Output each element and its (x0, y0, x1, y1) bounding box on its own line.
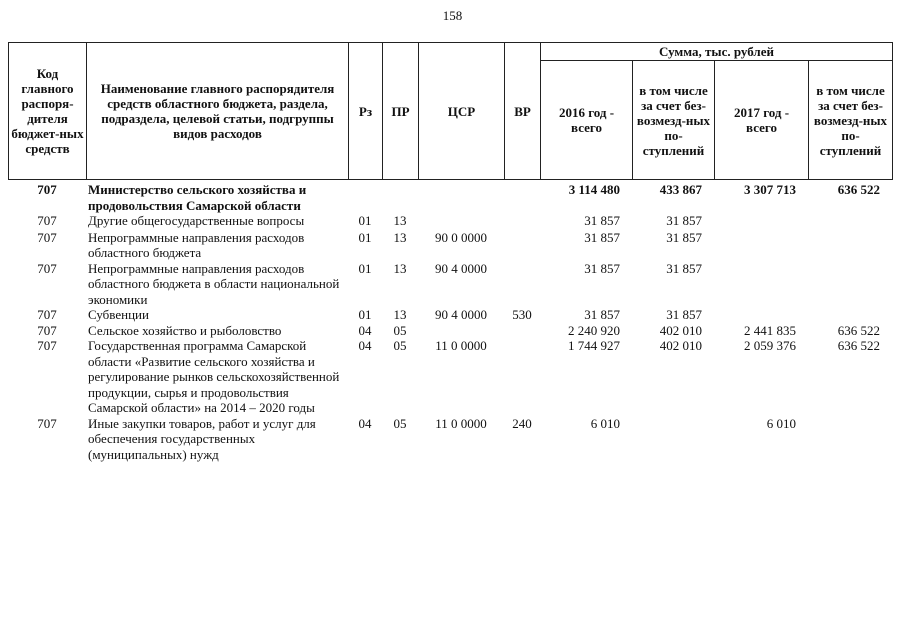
cell-vr (504, 230, 540, 261)
cell-rz: 04 (358, 322, 372, 338)
cell-s2017: 3 307 713 (744, 182, 796, 197)
cell-f2017 (808, 416, 892, 469)
cell-pr: 13 (393, 213, 407, 228)
cell-s2016: 3 114 480 (568, 182, 620, 197)
table-row (8, 230, 892, 261)
header-2016-total: 2016 год - всего (541, 61, 633, 180)
cell-f2016: 402 010 (659, 322, 702, 338)
table-row (8, 213, 892, 230)
table-row (8, 323, 892, 339)
cell-pr: 13 (393, 307, 407, 322)
header-code: Код главного распоря-дителя бюджет-ных средств (9, 43, 87, 180)
cell-s2016: 1 744 927 (568, 338, 620, 353)
cell-vr (504, 338, 540, 416)
cell-s2017 (714, 307, 808, 323)
cell-pr: 05 (393, 322, 407, 338)
cell-code: 707 (37, 182, 57, 197)
cell-vr (504, 213, 540, 230)
cell-name: Государственная программа Самарской области «Развитие сельского хозяйства и регулирование рынков сельскохозяйственной продукции, сырья и продовольствия Самарской области» на 2014 – 2020 годы (88, 338, 340, 415)
cell-csr (418, 213, 504, 230)
cell-f2016: 31 857 (666, 213, 702, 228)
cell-f2017: 636 522 (837, 182, 880, 197)
cell-name: Непрограммные направления расходов областного бюджета (88, 229, 305, 260)
header-2017-free: в том числе за счет без-возмезд-ных по-ступлений (809, 61, 893, 180)
cell-rz (348, 182, 382, 213)
header-name: Наименование главного распорядителя средств областного бюджета, раздела, подраздела, целевой статьи, подгруппы видов расходов (87, 43, 349, 180)
cell-vr: 530 (512, 307, 532, 322)
cell-s2016: 31 857 (584, 213, 620, 228)
cell-f2017 (808, 261, 892, 308)
budget-table-body (8, 182, 892, 468)
cell-csr: 90 0 0000 (435, 229, 487, 245)
cell-name: Субвенции (88, 307, 149, 322)
cell-s2016: 2 240 920 (568, 322, 620, 338)
cell-f2017 (808, 307, 892, 323)
cell-rz: 01 (358, 213, 372, 228)
cell-csr (418, 182, 504, 213)
cell-code: 707 (37, 338, 57, 353)
cell-name: Министерство сельского хозяйства и продовольствия Самарской области (88, 182, 307, 213)
cell-name: Другие общегосударственные вопросы (88, 213, 305, 228)
cell-s2017: 2 059 376 (744, 338, 796, 353)
cell-code: 707 (37, 260, 57, 276)
cell-f2017 (808, 230, 892, 261)
cell-rz: 04 (358, 338, 372, 353)
cell-name: Сельское хозяйство и рыболовство (88, 322, 282, 338)
cell-name: Иные закупки товаров, работ и услуг для обеспечения государственных (муниципальных) нужд (88, 415, 316, 462)
cell-f2016: 31 857 (666, 260, 702, 276)
cell-csr: 90 4 0000 (435, 260, 487, 276)
cell-csr: 11 0 0000 (435, 338, 487, 353)
cell-s2016: 31 857 (584, 307, 620, 322)
cell-f2016: 402 010 (659, 338, 702, 353)
cell-f2016: 433 867 (659, 182, 702, 197)
table-row (8, 338, 892, 416)
cell-s2017: 2 441 835 (744, 322, 796, 338)
table-row (8, 307, 892, 323)
cell-s2016: 31 857 (584, 260, 620, 276)
header-csr: ЦСР (419, 43, 505, 180)
cell-code: 707 (37, 213, 57, 228)
cell-pr: 05 (393, 338, 407, 353)
cell-s2016: 31 857 (584, 229, 620, 245)
cell-code: 707 (37, 322, 57, 338)
cell-f2017: 636 522 (837, 338, 880, 353)
cell-csr (418, 323, 504, 339)
cell-vr: 240 (512, 415, 532, 431)
cell-pr (382, 182, 418, 213)
table-row (8, 261, 892, 308)
header-vr: ВР (505, 43, 541, 180)
header-2016-free: в том числе за счет без-возмезд-ных по-ступлений (633, 61, 715, 180)
cell-f2017 (808, 213, 892, 230)
cell-rz: 01 (358, 307, 372, 322)
cell-name: Непрограммные направления расходов областного бюджета в области национальной экономики (88, 260, 340, 307)
header-rz: Рз (349, 43, 383, 180)
cell-rz: 01 (358, 260, 372, 276)
page-number: 158 (442, 8, 463, 23)
cell-csr: 11 0 0000 (435, 415, 487, 431)
cell-f2017: 636 522 (837, 322, 880, 338)
cell-f2016: 31 857 (666, 229, 702, 245)
cell-f2016: 31 857 (666, 307, 702, 322)
cell-csr: 90 4 0000 (435, 307, 487, 322)
cell-code: 707 (37, 415, 57, 431)
cell-s2017 (714, 261, 808, 308)
cell-pr: 13 (393, 260, 407, 276)
cell-pr: 13 (393, 229, 407, 245)
table-row (8, 416, 892, 469)
cell-vr (504, 323, 540, 339)
cell-vr (504, 261, 540, 308)
table-row (8, 182, 892, 213)
cell-rz: 04 (358, 415, 372, 431)
cell-vr (504, 182, 540, 213)
cell-code: 707 (37, 307, 57, 322)
header-pr: ПР (383, 43, 419, 180)
cell-s2017 (714, 213, 808, 230)
header-sum: Сумма, тыс. рублей (541, 43, 893, 61)
cell-f2016 (632, 416, 714, 469)
cell-s2017: 6 010 (766, 415, 796, 431)
header-2017-total: 2017 год - всего (715, 61, 809, 180)
cell-code: 707 (37, 229, 57, 245)
cell-pr: 05 (393, 415, 407, 431)
cell-s2017 (714, 230, 808, 261)
cell-s2016: 6 010 (590, 415, 620, 431)
budget-table-header (8, 42, 893, 180)
cell-rz: 01 (358, 229, 372, 245)
